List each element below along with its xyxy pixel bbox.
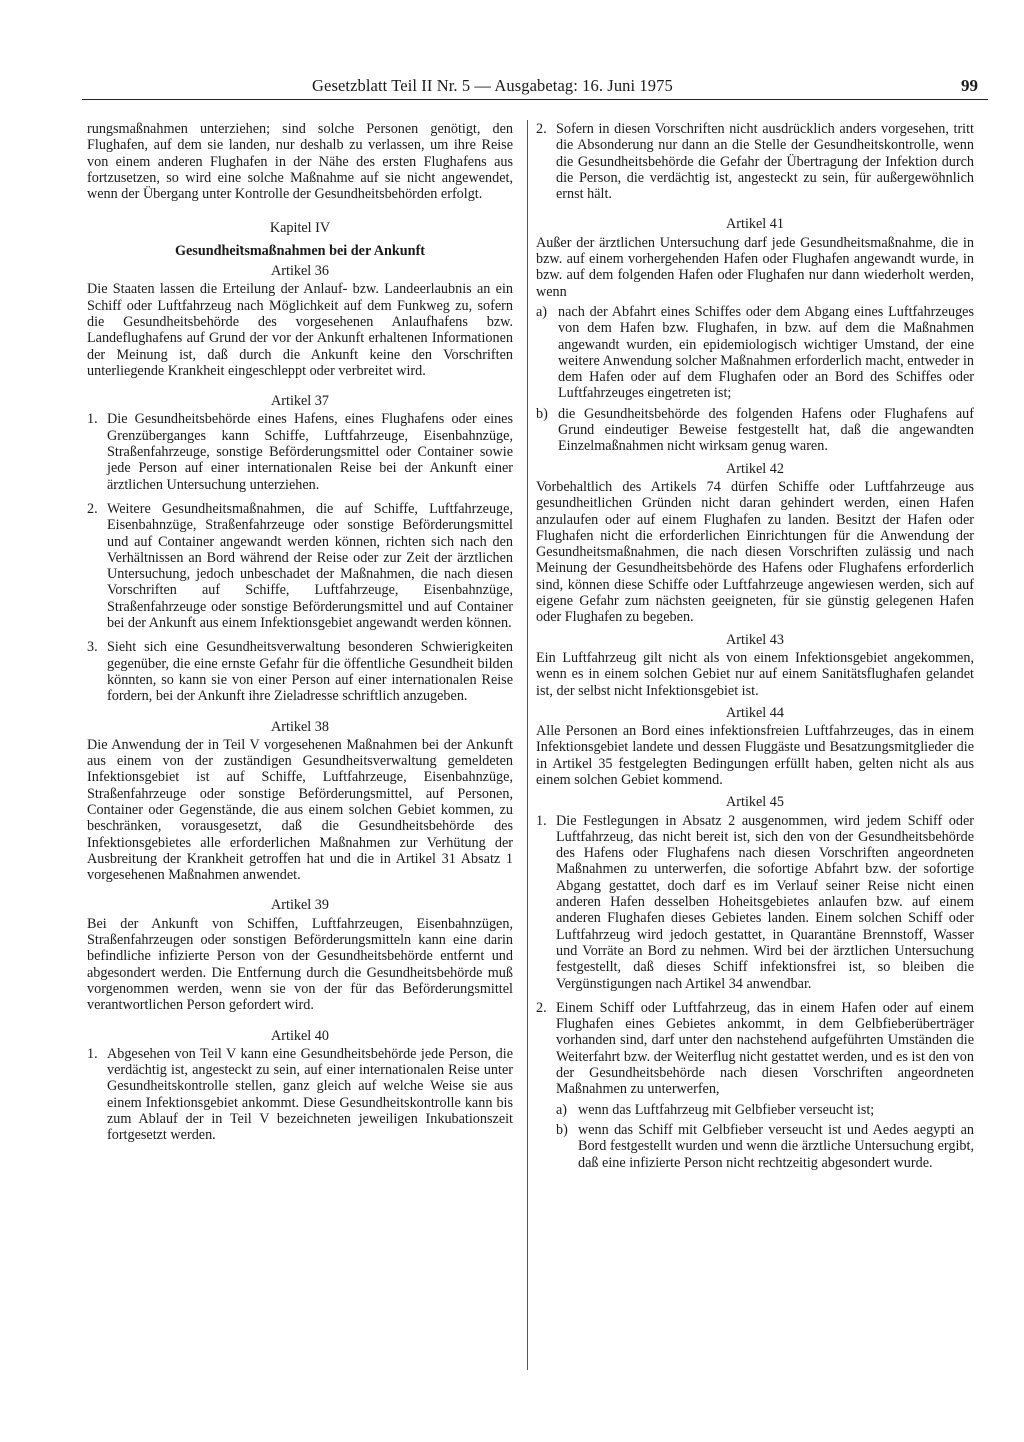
- article-37-heading: Artikel 37: [271, 393, 329, 410]
- header-rule: [82, 99, 988, 100]
- item-text: Die Gesundheitsbehörde eines Hafens, eines Flughafens oder eines Grenzüberganges kann Schiffe, Luftfahrzeuge, Eisenbahnzüge, Straßenfahrzeuge, sonstige Beförderungsmittel oder Container sowie jede Person auf einer internationalen Reise bei der Ankunft einer ärztlichen Untersuchung unterziehen.: [107, 411, 513, 493]
- article-44-text: Alle Personen an Bord eines infektionsfreien Luftfahrzeuges, das in einem Infektionsgebiet landete und dessen Fluggäste und Besatzungsmitglieder die in Artikel 35 festgelegten Bedingungen erfüllt haben, gelten nicht als aus einem solchen Gebiet kommend.: [536, 723, 974, 788]
- item-number: 2.: [87, 500, 98, 517]
- article-39-heading: Artikel 39: [271, 897, 329, 914]
- chapter-title: Gesundheitsmaßnahmen bei der Ankunft: [174, 242, 426, 259]
- right-column: [536, 121, 974, 1171]
- article-45-item-1: [536, 813, 974, 992]
- article-44-heading: Artikel 44: [726, 704, 784, 721]
- column-divider: [527, 120, 528, 1370]
- subitem-text: die Gesundheitsbehörde des folgenden Hafens oder Flughafens auf Grund eindeutiger Beweise festgestellt hat, daß die angewandten Einzelmaßnahmen nicht wirksam genug waren.: [558, 405, 974, 455]
- page-header: [82, 76, 988, 102]
- header-title: Gesetzblatt Teil II Nr. 5 — Ausgabetag: 16. Juni 1975: [312, 76, 673, 95]
- subitem-letter: a): [536, 303, 548, 320]
- subitem-letter: b): [556, 1121, 568, 1138]
- article-37-item-1: [87, 411, 513, 492]
- article-43-heading: Artikel 43: [726, 631, 784, 648]
- item-text: Die Festlegungen in Absatz 2 ausgenommen, wird jedem Schiff oder Luftfahrzeug, das nicht bereit ist, sich den von der Gesundheitsbehörde des Hafens oder Flughafens nach diesen Vorschriften angeordneten Maßnahmen zu unterwerfen, die sofortige Abfahrt bzw. der sofortige Abgang gestattet, doch darf es im Verlauf seiner Reise nicht einen anderen Hafen desselben Hoheitsgebietes anlaufen bzw. auf einem anderen Flughafen dieses Gebietes landen. Einem solchen Schiff oder Luftfahrzeug wird jedoch gestattet, in Quarantäne Brennstoff, Wasser und Vorräte an Bord zu nehmen. Wird bei der ärztlichen Untersuchung festgestellt, daß dieses Schiff infektionsfrei ist, so bleiben die Vergünstigungen nach Artikel 34 anwendbar.: [556, 812, 974, 992]
- article-38-text: Die Anwendung der in Teil V vorgesehenen Maßnahmen bei der Ankunft aus einem von der zuständigen Gesundheitsverwaltung gemeldeten Infektionsgebiet ist auf Schiffe, Luftfahrzeuge, Eisenbahnzüge, Straßenfahrzeuge oder sonstige Beförderungsmittel, auf Personen, Container oder Gegenstände, die aus einem solchen Gebiet kommen, zu beschränken, vorausgesetzt, daß die Gesundheitsbehörde des Infektionsgebietes alle erforderlichen Maßnahmen zur Verhütung der Ausbreitung der Krankheit getroffen hat und die in Artikel 31 Absatz 1 vorgesehenen Maßnahmen anwendet.: [87, 736, 513, 884]
- article-42-heading: Artikel 42: [726, 460, 784, 477]
- item-number: 1.: [536, 812, 547, 829]
- item-text: Einem Schiff oder Luftfahrzeug, das in einem Hafen oder auf einem Flughafen eines Gebietes ankommt, in dem Gelbfieberüberträger vorhanden sind, darf unter den nachstehend aufgeführten Umständen die Weiterfahrt bzw. der Weiterflug nicht gestattet werden, und es ist den von der Gesundheitsbehörde nach diesen Vorschriften angeordneten Maßnahmen zu unterwerfen,: [556, 999, 974, 1098]
- item-number: 1.: [87, 411, 98, 428]
- subitem-text: wenn das Schiff mit Gelbfieber verseucht ist und Aedes aegypti an Bord festgestellt wurden und wenn die ärztliche Untersuchung ergibt, daß eine infizierte Person nicht rechtzeitig abgesondert wurde.: [578, 1121, 974, 1171]
- article-36-text: Die Staaten lassen die Erteilung der Anlauf- bzw. Landeerlaubnis an ein Schiff oder Luftfahrzeug nach Möglichkeit auf dem Funkweg zu, sofern die Gesundheitsbehörde des vorgesehenen Anlaufhafens bzw. Landeflughafens auf Grund der vor der Ankunft erhaltenen Informationen der Meinung ist, daß durch die Ankunft keine den Vorschriften unterliegende Krankheit eingeschleppt oder verbreitet wird.: [87, 281, 513, 379]
- item-number: 2.: [536, 999, 547, 1016]
- article-40-item-1: [87, 1046, 513, 1144]
- subitem-letter: a): [556, 1101, 568, 1118]
- continuation-paragraph: rungsmaßnahmen unterziehen; sind solche Personen genötigt, den Flughafen, auf dem sie landen, nur deshalb zu verlassen, um ihre Reise von einem anderen Flughafen in der Nähe des ersten Flughafens aus fortzusetzen, so wird eine solche Maßnahme auf sie nicht angewendet, wenn der Übergang unter Kontrolle der Gesundheitsbehörden erfolgt.: [87, 121, 513, 203]
- article-41-item-b: [536, 406, 974, 455]
- item-text: Abgesehen von Teil V kann eine Gesundheitsbehörde jede Person, die verdächtig ist, angesteckt zu sein, auf einer internationalen Reise unter Gesundheitskontrolle stellen, ganz gleich auf welche Weise sie aus einem Infektionsgebiet ankommt. Diese Gesundheitskontrolle kann bis zum Ablauf der in Teil V bezeichneten jeweiligen Inkubationszeit fortgesetzt werden.: [107, 1045, 513, 1144]
- article-40-item-2: [536, 121, 974, 202]
- chapter-heading: Kapitel IV: [269, 220, 331, 237]
- article-41-item-a: [536, 304, 974, 402]
- subitem-letter: b): [536, 405, 548, 422]
- article-36-heading: Artikel 36: [271, 263, 329, 280]
- article-38-heading: Artikel 38: [271, 718, 329, 735]
- article-42-text: Vorbehaltlich des Artikels 74 dürfen Schiffe oder Luftfahrzeuge aus gesundheitlichen Gründen nicht daran gehindert werden, einen Hafen anzulaufen oder auf einem Flughafen zu landen. Besitzt der Hafen oder Flughafen nicht die erforderlichen Einrichtungen für die Anwendung der Gesundheitsmaßnahmen, die nach diesen Vorschriften zulässig und nach Meinung der Gesundheitsbehörde des Hafens oder Flughafens erforderlich sind, können diese Schiffe oder Luftfahrzeuge angewiesen werden, sich auf eigene Gefahr zum nächsten geeigneten, für sie günstig gelegenen Hafen oder Flughafen zu begeben.: [536, 478, 974, 626]
- subitem-text: nach der Abfahrt eines Schiffes oder dem Abgang eines Luftfahrzeuges von dem Hafen bzw. Flughafen, in bzw. auf dem die Maßnahmen angewandt wurden, ein epidemiologisch wichtiger Umstand, der eine weitere Anwendung solcher Maßnahmen erforderlich macht, entweder in dem Hafen oder auf dem Flughafen oder an Bord des Schiffes oder Luftfahrzeuges eingetreten ist;: [558, 303, 974, 402]
- item-number: 3.: [87, 639, 98, 656]
- item-text: Weitere Gesundheitsmaßnahmen, die auf Schiffe, Luftfahrzeuge, Eisenbahnzüge, Straßenfahrzeuge oder sonstige Beförderungsmittel und auf Container angewandt werden können, richten sich nach den Verhältnissen an Bord während der Reise oder zur Zeit der ärztlichen Untersuchung, jedoch unbeschadet der Maßnahmen, die nach diesen Vorschriften auf Schiffe, Luftfahrzeuge, Eisenbahnzüge, Straßenfahrzeuge oder sonstige Beförderungsmittel und auf Container bei der Ankunft aus einem Infektionsgebiet angewandt werden können.: [107, 500, 513, 632]
- article-41-heading: Artikel 41: [726, 216, 784, 233]
- item-text: Sieht sich eine Gesundheitsverwaltung besonderen Schwierigkeiten gegenüber, die eine ernste Gefahr für die öffentliche Gesundheit bilden könnten, so kann sie von einer Person auf einer internationalen Reise fordern, bei der Ankunft ihre Zieladresse schriftlich anzugeben.: [107, 639, 513, 705]
- article-45-item-a: [556, 1102, 974, 1118]
- subitem-text: wenn das Luftfahrzeug mit Gelbfieber verseucht ist;: [578, 1101, 875, 1118]
- article-39-text: Bei der Ankunft von Schiffen, Luftfahrzeugen, Eisenbahnzügen, Straßenfahrzeugen oder sonstigen Beförderungsmitteln kann eine darin befindliche infizierte Person von der Gesundheitsbehörde entfernt und abgesondert werden. Die Entfernung durch die Gesundheitsbehörde muß vorgenommen werden, wenn sie von der für das Beförderungsmittel verantwortlichen Person gefordert wird.: [87, 915, 513, 1014]
- article-45-item-2: [536, 1000, 974, 1098]
- item-number: 2.: [536, 121, 547, 137]
- item-number: 1.: [87, 1045, 98, 1062]
- article-41-text: Außer der ärztlichen Untersuchung darf jede Gesundheitsmaßnahme, die in bzw. auf einem vorhergehenden Hafen oder Flughafen angewandt wurde, in bzw. auf dem folgenden Hafen oder Flughafen nur dann wiederholt werden, wenn: [536, 234, 974, 300]
- article-45-heading: Artikel 45: [726, 794, 784, 811]
- article-37-item-2: [87, 501, 513, 631]
- article-43-text: Ein Luftfahrzeug gilt nicht als von einem Infektionsgebiet angekommen, wenn es in einem solchen Gebiet nur auf einem Sanitätsflughafen gelandet ist, der selbst nicht Infektionsgebiet ist.: [536, 649, 974, 699]
- item-text: Sofern in diesen Vorschriften nicht ausdrücklich anders vorgesehen, tritt die Absonderung nur dann an die Stelle der Gesundheitskontrolle, wenn die Gesundheitsbehörde die Gefahr der Übertragung der Infektion durch die Person, die verdächtig ist, angesteckt zu sein, für außergewöhnlich ernst hält.: [556, 121, 974, 203]
- article-37-item-3: [87, 639, 513, 704]
- article-40-heading: Artikel 40: [271, 1027, 329, 1044]
- article-45-item-b: [556, 1122, 974, 1171]
- left-column: [87, 121, 513, 1144]
- page-number: 99: [961, 76, 978, 95]
